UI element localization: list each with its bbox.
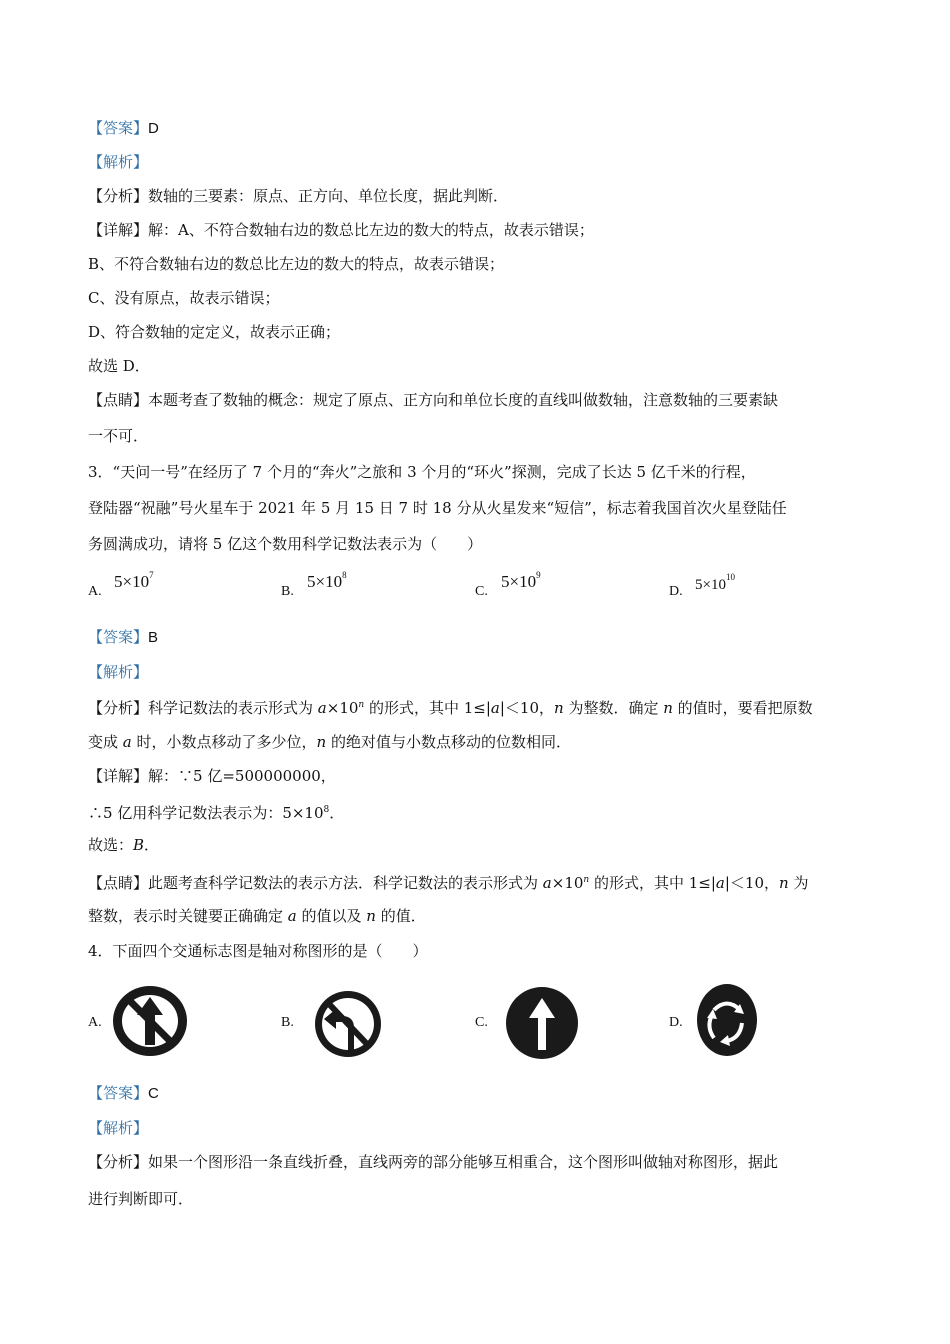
q3-option-b-exp: 8 [342, 570, 347, 580]
fenxi-text: 时，小数点移动了多少位， [131, 733, 317, 751]
q4-analysis-tag: 【解析】 [88, 1119, 149, 1137]
q3-stem-line1: 3．“天问一号”在经历了 7 个月的“奔火”之旅和 3 个月的“环火”探测，完成了长达 5 亿千米的行程， [88, 463, 756, 481]
dianjing-text: 整数，表示时关键要正确确定 [88, 907, 288, 925]
dianjing-text: 的形式，其中 1≤| [589, 874, 716, 892]
dianjing-tag: 【点睛】 [88, 391, 149, 409]
roundabout-sign-icon [696, 983, 758, 1057]
var-n: n [554, 699, 564, 717]
answer-tag: 【答案】 [88, 1084, 149, 1102]
xiangjie-text: 解：∵5 亿=500000000， [148, 767, 336, 785]
q2-dianjing-line [88, 390, 778, 410]
q3-therefore-line [88, 800, 344, 823]
fenxi-text: 变成 [88, 733, 123, 751]
therefore-end: ． [329, 804, 345, 822]
q2-line-d: D、符合数轴的定定义，故表示正确； [88, 323, 341, 341]
var-n: n [779, 874, 789, 892]
fenxi-tag: 【分析】 [88, 187, 149, 205]
q4-fenxi-line [88, 1152, 778, 1172]
var-a: a [317, 699, 327, 717]
var-n: n [583, 875, 590, 885]
q4-option-c-label: C. [475, 1015, 488, 1030]
q2-choose: 故选 D． [88, 357, 150, 375]
q3-option-d-label: D. [669, 584, 683, 599]
straight-ahead-sign-icon [505, 986, 579, 1060]
var-n: n [358, 700, 365, 710]
var-n: n [663, 699, 673, 717]
q4-fenxi-line2: 进行判断即可． [88, 1190, 194, 1208]
q3-option-c-formula [501, 570, 541, 592]
xiangjie-tag: 【详解】 [88, 221, 149, 239]
q4-option-a-label: A. [88, 1015, 102, 1030]
q3-option-d-base: 5×10 [695, 577, 726, 593]
fenxi-text: |＜10， [499, 699, 555, 717]
q3-analysis-tag: 【解析】 [88, 663, 149, 681]
q3-dianjing-line2 [88, 906, 426, 926]
answer-value: B [148, 629, 159, 646]
dianjing-text: |＜10， [724, 874, 780, 892]
fenxi-text: 为整数．确定 [563, 699, 664, 717]
fenxi-tag: 【分析】 [88, 699, 149, 717]
q3-option-c-exp: 9 [536, 570, 541, 580]
dianjing-text: 为 [788, 874, 809, 892]
var-a: a [490, 699, 500, 717]
fenxi-text: 科学记数法的表示形式为 [148, 699, 318, 717]
q2-dianjing-line2: 一不可． [88, 427, 149, 445]
xiangjie-tag: 【详解】 [88, 767, 149, 785]
dianjing-text: 本题考查了数轴的概念：规定了原点、正方向和单位长度的直线叫做数轴，注意数轴的三要素缺 [148, 391, 779, 409]
q2-line-c: C、没有原点，故表示错误； [88, 289, 280, 307]
fenxi-text: 数轴的三要素：原点、正方向、单位长度，据此判断． [148, 187, 509, 205]
var-a: a [715, 874, 725, 892]
fenxi-text: 的绝对值与小数点移动的位数相同． [326, 733, 571, 751]
q3-dianjing-line [88, 870, 808, 893]
q3-option-d-exp: 10 [725, 572, 735, 582]
answer-tag: 【答案】 [88, 628, 149, 646]
q2-xiangjie-line [88, 220, 594, 240]
dianjing-text: 的值． [375, 907, 426, 925]
q3-fenxi-line [88, 695, 813, 718]
q4-stem: 4．下面四个交通标志图是轴对称图形的是（ ） [88, 942, 428, 960]
fenxi-text: 如果一个图形沿一条直线折叠，直线两旁的部分能够互相重合，这个图形叫做轴对称图形，据此 [148, 1153, 779, 1171]
dianjing-text: 的值以及 [296, 907, 367, 925]
q3-stem-line2: 登陆器“祝融”号火星车于 2021 年 5 月 15 日 7 时 18 分从火星发来“短信”，标志着我国首次火星登陆任 [88, 499, 787, 517]
q3-option-a-label: A. [88, 584, 102, 599]
dianjing-text: ×10 [551, 874, 584, 892]
var-n: n [366, 907, 376, 925]
q3-option-a-base: 5×10 [114, 572, 150, 591]
var-a: a [542, 874, 552, 892]
q3-fenxi-line2 [88, 732, 571, 752]
answer-value: D [148, 120, 159, 137]
q3-option-d-formula [695, 572, 735, 594]
answer-value: C [148, 1085, 159, 1102]
choose-letter: B [133, 836, 145, 854]
fenxi-text: ×10 [326, 699, 359, 717]
q3-stem-line3: 务圆满成功，请将 5 亿这个数用科学记数法表示为（ ） [88, 535, 483, 553]
q3-option-a-formula [114, 570, 154, 592]
q3-option-a-exp: 7 [149, 570, 154, 580]
q4-option-b-label: B. [281, 1015, 294, 1030]
q2-fenxi-line [88, 186, 508, 206]
answer-tag: 【答案】 [88, 119, 149, 137]
dianjing-text: 此题考查科学记数法的表示方法．科学记数法的表示形式为 [148, 874, 543, 892]
var-a: a [122, 733, 132, 751]
q3-xiangjie-line [88, 766, 336, 786]
q3-option-c-base: 5×10 [501, 572, 537, 591]
var-a: a [287, 907, 297, 925]
q3-choose-line [88, 835, 159, 855]
q4-option-d-label: D. [669, 1015, 683, 1030]
dianjing-tag: 【点睛】 [88, 874, 149, 892]
xiangjie-text: 解：A、不符合数轴右边的数总比左边的数大的特点，故表示错误； [148, 221, 594, 239]
q3-option-b-formula [307, 570, 347, 592]
q2-answer-line [88, 118, 159, 139]
q3-option-c-label: C. [475, 584, 488, 599]
fenxi-tag: 【分析】 [88, 1153, 149, 1171]
fenxi-text: 的形式，其中 1≤| [364, 699, 491, 717]
q2-line-b: B、不符合数轴右边的数总比左边的数大的特点，故表示错误； [88, 255, 505, 273]
q3-answer-line [88, 627, 158, 648]
no-left-turn-sign-icon [312, 988, 384, 1060]
var-n: n [316, 733, 327, 751]
q3-option-b-base: 5×10 [307, 572, 343, 591]
q4-answer-line [88, 1083, 159, 1104]
q3-option-b-label: B. [281, 584, 294, 599]
fenxi-text: 的值时，要看把原数 [672, 699, 813, 717]
therefore-exp: 8 [323, 805, 330, 815]
no-straight-ahead-sign-icon [110, 983, 190, 1059]
therefore-text: ∴5 亿用科学记数法表示为：5×10 [88, 804, 324, 822]
choose-text: 故选： [88, 836, 134, 854]
choose-end: ． [144, 836, 160, 854]
q2-analysis-tag: 【解析】 [88, 153, 149, 171]
